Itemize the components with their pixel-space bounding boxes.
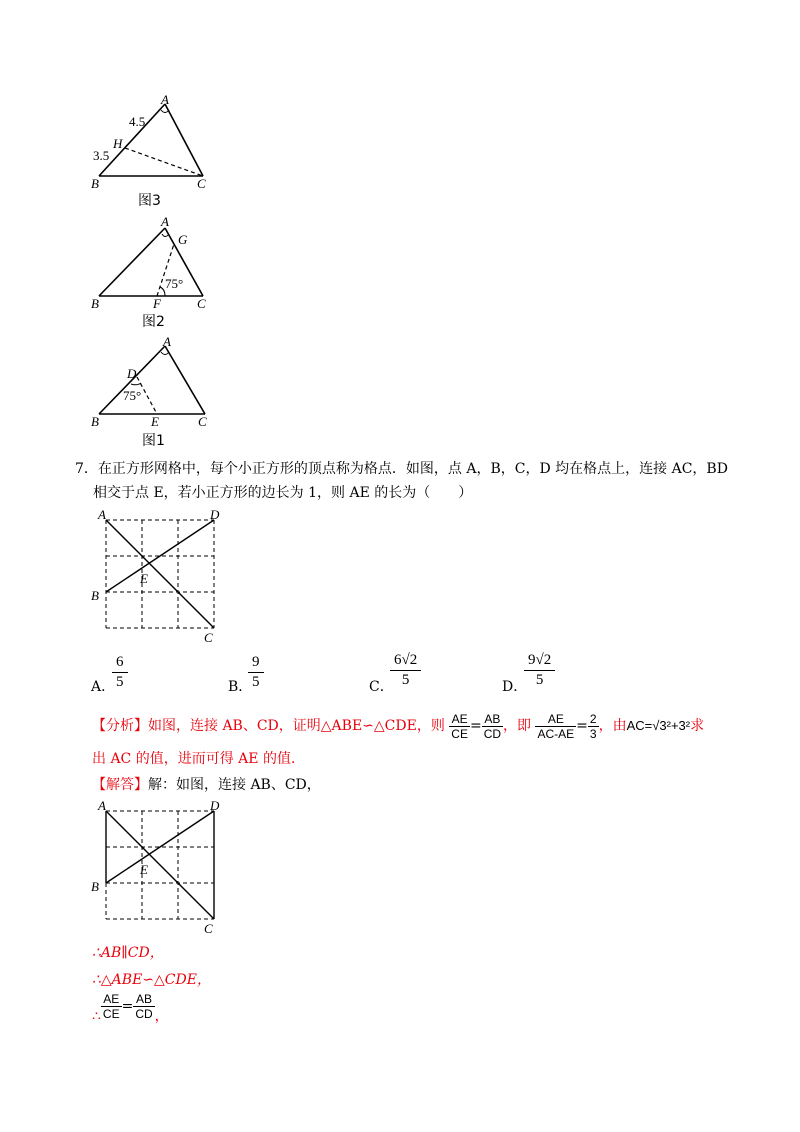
fig3-label-h: H bbox=[113, 136, 123, 151]
figure-3-triangle bbox=[85, 90, 225, 190]
analysis-text-1: 如图，连接 AB、CD，证明△ABE∽△CDE，则 bbox=[148, 718, 445, 734]
option-b-fraction bbox=[248, 654, 264, 691]
answer-grid-label-d: D bbox=[210, 798, 220, 813]
fig2-label-b: B bbox=[91, 296, 99, 311]
answer-step-1: ∴AB∥CD， bbox=[92, 945, 164, 961]
fig3-seg-top: 4.5 bbox=[129, 114, 146, 129]
fig3-label-a: A bbox=[161, 92, 169, 107]
question-7-grid-figure bbox=[88, 505, 238, 645]
fig1-label-d: D bbox=[127, 366, 137, 381]
option-a-den: 5 bbox=[116, 674, 124, 690]
answer-step-3-prefix: ∴ bbox=[92, 1008, 101, 1025]
answer-step-2: ∴△ABE∽△CDE， bbox=[92, 972, 211, 988]
fig3-seg-bottom: 3.5 bbox=[93, 148, 110, 163]
question-7-line-1: 7．在正方形网格中，每个小正方形的顶点称为格点．如图，点 A，B，C，D 均在格点上，连接 AC，BD bbox=[75, 461, 728, 477]
fig3-label-b: B bbox=[91, 176, 99, 190]
analysis-text-4: 求 bbox=[690, 718, 705, 734]
option-b-den: 5 bbox=[252, 674, 260, 690]
analysis-text-2: ，即 bbox=[503, 718, 532, 734]
grid-label-c: C bbox=[204, 630, 213, 645]
answer-text: 解：如图，连接 AB、CD， bbox=[148, 777, 321, 793]
fig2-label-g: G bbox=[178, 232, 188, 247]
fig1-label-a: A bbox=[163, 334, 171, 349]
answer-grid-label-b: B bbox=[91, 879, 99, 894]
option-b-letter[interactable]: B． bbox=[228, 679, 253, 695]
fig2-angle: 75° bbox=[165, 276, 184, 291]
option-c-fraction bbox=[390, 652, 421, 689]
analysis-frac-2: $\frac{AB}{CD}$ bbox=[483, 711, 502, 741]
answer-grid-label-a: A bbox=[98, 798, 106, 813]
fig3-label-c: C bbox=[197, 176, 206, 190]
question-7-line-2: 相交于点 E，若小正方形的边长为 1，则 AE 的长为（ ） bbox=[93, 485, 473, 501]
option-b-num: 9 bbox=[248, 654, 264, 673]
answer-line bbox=[92, 774, 321, 794]
analysis-line-1 bbox=[92, 706, 704, 746]
fig3-caption: 图3 bbox=[138, 193, 161, 209]
figure-1-triangle bbox=[85, 332, 225, 432]
analysis-eq-2: = bbox=[576, 718, 588, 734]
option-c-num: 6√2 bbox=[390, 652, 421, 671]
analysis-frac-3: $\frac{AE}{AC-AE}$ bbox=[537, 711, 575, 741]
fig1-angle: 75° bbox=[123, 388, 142, 403]
analysis-line-2: 出 AC 的值，进而可得 AE 的值． bbox=[92, 751, 305, 767]
grid-label-b: B bbox=[91, 588, 99, 603]
option-d-den: 5 bbox=[535, 672, 544, 688]
answer-step-3 bbox=[92, 992, 169, 1026]
option-d-letter[interactable]: D． bbox=[502, 679, 528, 695]
fig1-caption: 图1 bbox=[142, 433, 165, 449]
analysis-tag: 【分析】 bbox=[92, 718, 148, 734]
fig2-label-c: C bbox=[197, 296, 206, 311]
answer-grid-label-e: E bbox=[140, 862, 148, 877]
option-a-letter[interactable]: A． bbox=[91, 679, 116, 695]
answer-grid-label-c: C bbox=[204, 921, 213, 936]
fig2-label-a: A bbox=[161, 214, 169, 229]
fig2-caption: 图2 bbox=[142, 314, 165, 330]
option-d-fraction bbox=[524, 652, 555, 689]
analysis-eq: = bbox=[469, 718, 482, 734]
grid-label-e: E bbox=[140, 571, 148, 586]
answer-step-3-eq: = bbox=[121, 998, 134, 1015]
analysis-frac-4: $\frac{2}{3}$ bbox=[589, 711, 597, 741]
analysis-ac-formula: AC=√3²+3² bbox=[626, 718, 691, 733]
grid-label-a: A bbox=[98, 507, 106, 522]
fig2-label-f: F bbox=[153, 296, 161, 311]
figure-2-triangle bbox=[85, 212, 225, 312]
fig1-label-e: E bbox=[151, 414, 159, 429]
analysis-text-3: ，由 bbox=[598, 718, 627, 734]
answer-grid-figure bbox=[88, 796, 238, 936]
option-a-num: 6 bbox=[112, 654, 128, 673]
grid-label-d: D bbox=[210, 507, 220, 522]
answer-step-3-frac-1: $\frac{AE}{CE}$ bbox=[102, 992, 120, 1021]
answer-step-3-suffix: ， bbox=[154, 1008, 169, 1025]
answer-tag: 【解答】 bbox=[92, 777, 148, 793]
answer-step-3-frac-2: $\frac{AB}{CD}$ bbox=[135, 992, 153, 1021]
option-d-num: 9√2 bbox=[524, 652, 555, 671]
option-c-letter[interactable]: C． bbox=[369, 679, 394, 695]
option-a-fraction bbox=[112, 654, 128, 691]
fig1-label-c: C bbox=[198, 414, 207, 429]
option-c-den: 5 bbox=[401, 672, 410, 688]
analysis-frac-1: $\frac{AE}{CE}$ bbox=[451, 711, 468, 741]
fig1-label-b: B bbox=[91, 414, 99, 429]
